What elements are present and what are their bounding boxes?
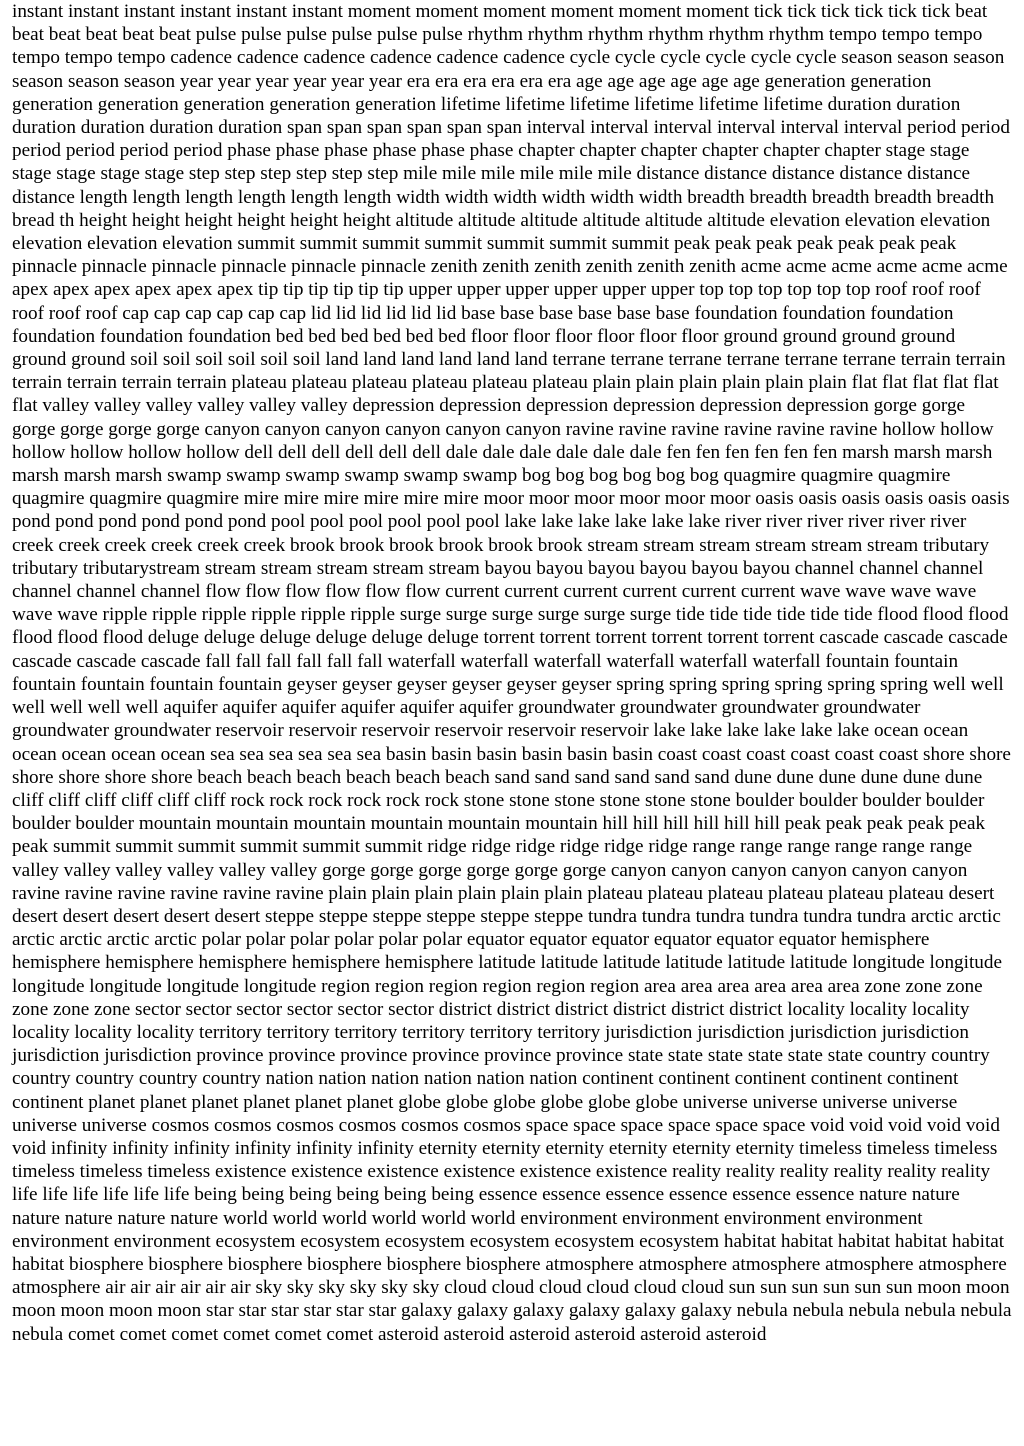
document-body-text: instant instant instant instant instant instant moment moment moment moment moment moment tick tick tick tick tick tick beat beat beat beat beat beat pulse pulse pulse pulse pulse pulse rhythm rhythm rhythm rhythm rhythm rhythm tempo tempo tempo tempo tempo tempo cadence cadence cadence cadence cadence cadence cycle cycle cycle cycle cycle cycle season season season season season season year year year year year year era era era era era era age age age age age age generation generation generation generation generation generation generation lifetime lifetime lifetime lifetime lifetime lifetime duration duration duration duration duration duration span span span span span span interval interval interval interval interval interval period period period period period period phase phase phase phase phase phase chapter chapter chapter chapter chapter chapter stage stage stage stage stage stage step step step step step step mile mile mile mile mile mile distance distance distance distance distance distance length length length length length length width width width width width width breadth breadth breadth breadth breadth bread th height height height height height height altitude altitude altitude altitude altitude altitude elevation elevation elevation elevation elevation elevation summit summit summit summit summit summit summit peak peak peak peak peak peak peak pinnacle pinnacle pinnacle pinnacle pinnacle pinnacle zenith zenith zenith zenith zenith zenith acme acme acme acme acme acme apex apex apex apex apex apex tip tip tip tip tip tip upper upper upper upper upper upper top top top top top top roof roof roof roof roof roof cap cap cap cap cap cap lid lid lid lid lid lid base base base base base base foundation foundation foundation foundation foundation foundation bed bed bed bed bed bed floor floor floor floor floor floor ground ground ground ground ground ground soil soil soil soil soil soil land land land land land land terrane terrane terrane terrane terrane terrane terrain terrain terrain terrain terrain terrain plateau plateau plateau plateau plateau plateau plain plain plain plain plain plain flat flat flat flat flat flat valley valley valley valley valley valley depression depression depression depression depression depression gorge gorge gorge gorge gorge gorge canyon canyon canyon canyon canyon canyon ravine ravine ravine ravine ravine ravine hollow hollow hollow hollow hollow hollow dell dell dell dell dell dell dale dale dale dale dale dale fen fen fen fen fen fen marsh marsh marsh marsh marsh marsh swamp swamp swamp swamp swamp swamp bog bog bog bog bog bog quagmire quagmire quagmire quagmire quagmire quagmire mire mire mire mire mire mire moor moor moor moor moor moor oasis oasis oasis oasis oasis oasis pond pond pond pond pond pond pool pool pool pool pool pool lake lake lake lake lake lake river river river river river river creek creek creek creek creek creek brook brook brook brook brook brook stream stream stream stream stream stream tributary tributary tributarystream stream stream stream stream stream bayou bayou bayou bayou bayou bayou channel channel channel channel channel channel flow flow flow flow flow flow current current current current current current wave wave wave wave wave wave ripple ripple ripple ripple ripple ripple surge surge surge surge surge surge tide tide tide tide tide tide flood flood flood flood flood flood deluge deluge deluge deluge deluge deluge torrent torrent torrent torrent torrent torrent cascade cascade cascade cascade cascade cascade fall fall fall fall fall fall waterfall waterfall waterfall waterfall waterfall waterfall fountain fountain fountain fountain fountain fountain geyser geyser geyser geyser geyser geyser spring spring spring spring spring spring well well well well well well aquifer aquifer aquifer aquifer aquifer aquifer groundwater groundwater groundwater groundwater groundwater groundwater reservoir reservoir reservoir reservoir reservoir reservoir lake lake lake lake lake lake ocean ocean ocean ocean ocean ocean sea sea sea sea sea sea basin basin basin basin basin basin coast coast coast coast coast coast shore shore shore shore shore shore beach beach beach beach beach beach sand sand sand sand sand sand dune dune dune dune dune dune cliff cliff cliff cliff cliff cliff rock rock rock rock rock rock stone stone stone stone stone stone boulder boulder boulder boulder boulder boulder mountain mountain mountain mountain mountain mountain hill hill hill hill hill hill peak peak peak peak peak peak summit summit summit summit summit summit ridge ridge ridge ridge ridge ridge range range range range range range valley valley valley valley valley valley gorge gorge gorge gorge gorge gorge canyon canyon canyon canyon canyon canyon ravine ravine ravine ravine ravine ravine plain plain plain plain plain plain plateau plateau plateau plateau plateau plateau desert desert desert desert desert desert steppe steppe steppe steppe steppe steppe tundra tundra tundra tundra tundra tundra arctic arctic arctic arctic arctic arctic polar polar polar polar polar polar equator equator equator equator equator equator hemisphere hemisphere hemisphere hemisphere hemisphere hemisphere latitude latitude latitude latitude latitude latitude longitude longitude longitude longitude longitude longitude region region region region region region area area area area area area zone zone zone zone zone zone sector sector sector sector sector sector district district district district district district locality locality locality locality locality locality territory territory territory territory territory territory jurisdiction jurisdiction jurisdiction jurisdiction jurisdiction jurisdiction province province province province province province state state state state state state country country country country country country nation nation nation nation nation nation continent continent continent continent continent continent planet planet planet planet planet planet globe globe globe globe globe globe universe universe universe universe universe universe cosmos cosmos cosmos cosmos cosmos cosmos space space space space space space void void void void void void infinity infinity infinity infinity infinity infinity eternity eternity eternity eternity eternity eternity timeless timeless timeless timeless timeless timeless existence existence existence existence existence existence reality reality reality reality reality reality life life life life life life being being being being being being essence essence essence essence essence essence nature nature nature nature nature nature world world world world world world environment environment environment environment environment environment ecosystem ecosystem ecosystem ecosystem ecosystem ecosystem habitat habitat habitat habitat habitat habitat biosphere biosphere biosphere biosphere biosphere biosphere atmosphere atmosphere atmosphere atmosphere atmosphere atmosphere air air air air air air sky sky sky sky sky sky cloud cloud cloud cloud cloud cloud sun sun sun sun sun sun moon moon moon moon moon moon star star star star star star galaxy galaxy galaxy galaxy galaxy galaxy nebula nebula nebula nebula nebula nebula comet comet comet comet comet comet asteroid asteroid asteroid asteroid asteroid asteroid: [12, 1, 1012, 1345]
